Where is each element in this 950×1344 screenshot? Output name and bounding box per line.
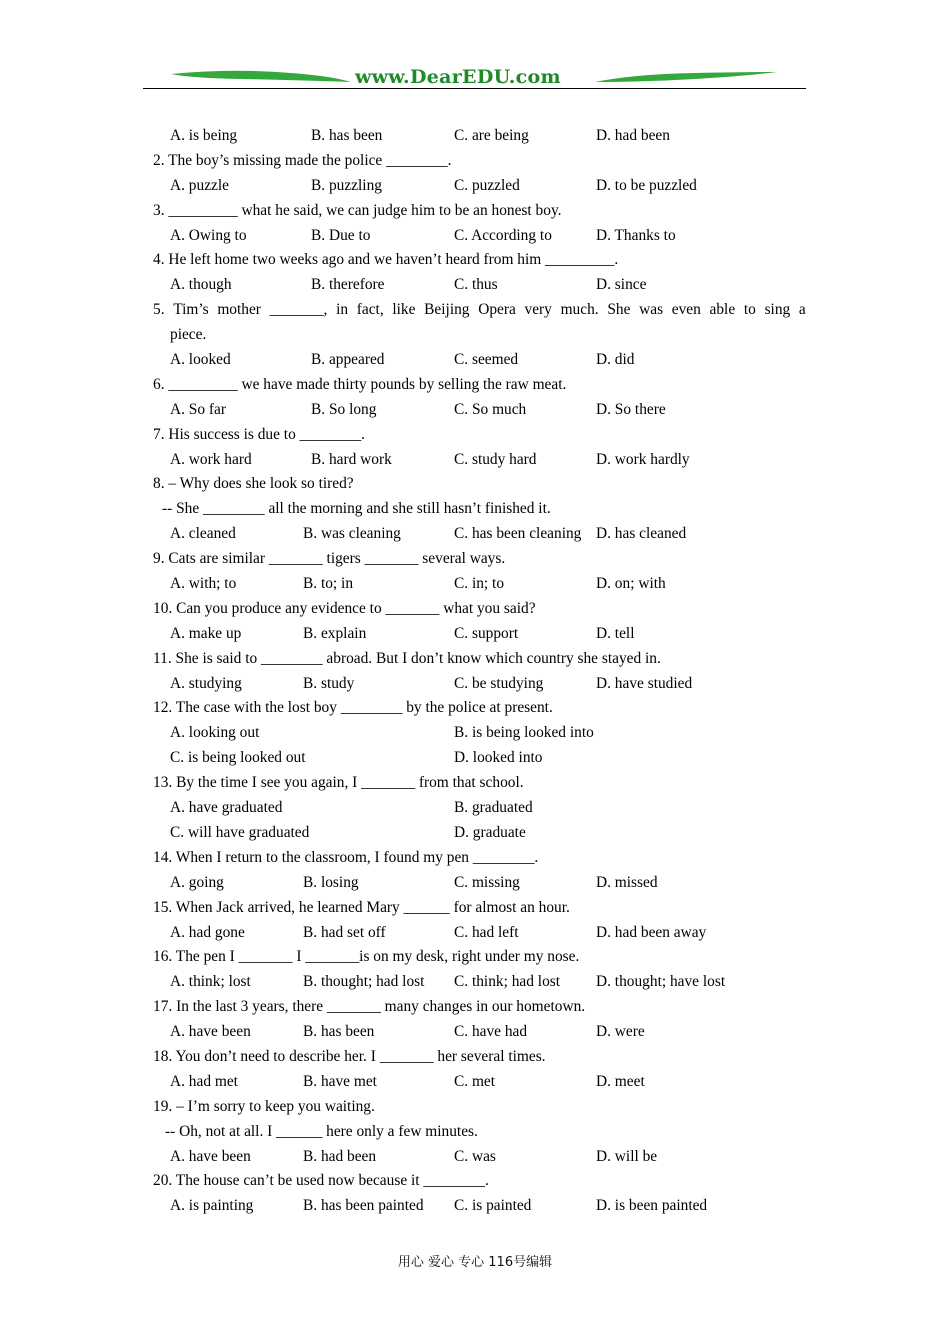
option-a: A. have been: [170, 1023, 251, 1041]
header-rule: [143, 88, 806, 89]
option-d: D. were: [596, 1023, 645, 1041]
question-5-word: mother: [217, 301, 261, 319]
question-5-word: to: [743, 301, 756, 319]
question-15: 15. When Jack arrived, he learned Mary ______ for almost an hour.: [153, 898, 570, 916]
options-row-13a: [0, 796, 950, 821]
question-20: 20. The house can’t be used now because it ________.: [153, 1172, 489, 1190]
option-a: A. have graduated: [170, 799, 283, 817]
option-c: C. According to: [454, 226, 552, 244]
option-a: A. is painting: [170, 1197, 254, 1215]
site-logo-text: www.DearEDU.com: [355, 66, 561, 88]
options-row-4: [0, 273, 950, 298]
option-d: D. Thanks to: [596, 226, 676, 244]
option-a: A. though: [170, 276, 232, 294]
options-row-13b: [0, 821, 950, 846]
options-row-16: [0, 970, 950, 995]
option-c: C. is being looked out: [170, 749, 306, 767]
option-b: B. So long: [311, 400, 377, 418]
option-d: D. will be: [596, 1147, 658, 1165]
option-d: D. So there: [596, 400, 666, 418]
question-3: 3. _________ what he said, we can judge him to be an honest boy.: [153, 201, 562, 219]
option-a: A. looking out: [170, 724, 260, 742]
option-d: D. had been away: [596, 923, 707, 941]
option-d: D. missed: [596, 873, 658, 891]
question-2: 2. The boy’s missing made the police ________.: [153, 151, 452, 169]
options-row-2: [0, 174, 950, 199]
option-d: D. tell: [596, 624, 635, 642]
option-b: B. to; in: [303, 575, 354, 593]
option-b: B. graduated: [454, 799, 533, 817]
question-5-word: sing: [764, 301, 791, 319]
question-5-word: like: [392, 301, 416, 319]
options-row-1: [0, 124, 950, 149]
question-19: 19. – I’m sorry to keep you waiting.: [153, 1097, 375, 1115]
option-a: A. looked: [170, 351, 231, 369]
options-row-5: [0, 348, 950, 373]
question-17: 17. In the last 3 years, there _______ many changes in our hometown.: [153, 998, 586, 1016]
option-b: B. had been: [303, 1147, 377, 1165]
option-c: C. puzzled: [454, 176, 520, 194]
question-5-word: was: [639, 301, 664, 319]
question-7: 7. His success is due to ________.: [153, 425, 366, 443]
option-b: B. is being looked into: [454, 724, 594, 742]
option-a: A. had gone: [170, 923, 245, 941]
option-a: A. work hard: [170, 450, 252, 468]
question-19-reply: -- Oh, not at all. I ______ here only a few minutes.: [165, 1122, 478, 1140]
option-d: D. meet: [596, 1072, 645, 1090]
option-d: D. has cleaned: [596, 525, 687, 543]
option-b: B. appeared: [311, 351, 385, 369]
option-c: C. missing: [454, 873, 520, 891]
option-a: A. cleaned: [170, 525, 236, 543]
question-5-word: very: [524, 301, 552, 319]
options-row-6: [0, 398, 950, 423]
option-d: D. thought; have lost: [596, 973, 726, 991]
option-c: C. in; to: [454, 575, 505, 593]
question-8-reply: -- She ________ all the morning and she still hasn’t finished it.: [162, 500, 551, 518]
question-18: 18. You don’t need to describe her. I _______ her several times.: [153, 1047, 546, 1065]
option-c: C. have had: [454, 1023, 528, 1041]
options-row-14: [0, 871, 950, 896]
question-5-word: fact,: [356, 301, 384, 319]
option-a: A. studying: [170, 674, 242, 692]
option-b: B. hard work: [311, 450, 392, 468]
left-leaf-decoration: [171, 70, 351, 84]
option-c: C. are being: [454, 127, 529, 144]
option-a: A. Owing to: [170, 226, 247, 244]
options-row-15: [0, 921, 950, 946]
option-b: B. had set off: [303, 923, 386, 941]
question-11: 11. She is said to ________ abroad. But I don’t know which country she stayed in.: [153, 649, 661, 667]
question-5: [0, 298, 806, 323]
question-5-word: Opera: [478, 301, 516, 319]
options-row-19: [0, 1145, 950, 1170]
option-b: B. has been: [303, 1023, 375, 1041]
question-9: 9. Cats are similar _______ tigers _______ several ways.: [153, 550, 506, 568]
option-c: C. met: [454, 1072, 496, 1090]
question-4: 4. He left home two weeks ago and we haven’t heard from him _________.: [153, 251, 619, 269]
option-c: C. has been cleaning: [454, 525, 582, 543]
option-a: A. think; lost: [170, 973, 251, 991]
option-b: B. have met: [303, 1072, 377, 1090]
options-row-11: [0, 672, 950, 697]
question-5-continuation: piece.: [170, 326, 207, 344]
options-row-17: [0, 1020, 950, 1045]
option-d: D. had been: [596, 127, 670, 144]
option-d: D. on; with: [596, 575, 666, 593]
option-b: B. was cleaning: [303, 525, 401, 543]
option-a: A. had met: [170, 1072, 238, 1090]
question-5-word: a: [798, 301, 806, 319]
option-d: D. looked into: [454, 749, 543, 767]
option-b: B. thought; had lost: [303, 973, 425, 991]
options-row-20: [0, 1194, 950, 1219]
option-d: D. to be puzzled: [596, 176, 697, 194]
option-b: B. Due to: [311, 226, 371, 244]
page-header: [143, 62, 806, 92]
question-6: 6. _________ we have made thirty pounds by selling the raw meat.: [153, 375, 567, 393]
options-row-18: [0, 1070, 950, 1095]
question-14: 14. When I return to the classroom, I found my pen ________.: [153, 848, 539, 866]
option-d: D. graduate: [454, 823, 526, 841]
option-b: B. study: [303, 674, 355, 692]
option-b: B. has been: [311, 127, 383, 144]
option-c: C. is painted: [454, 1197, 532, 1215]
option-d: D. have studied: [596, 674, 693, 692]
question-8: 8. – Why does she look so tired?: [153, 475, 354, 493]
option-c: C. So much: [454, 400, 527, 418]
question-5-word: in: [336, 301, 349, 319]
option-c: C. seemed: [454, 351, 519, 369]
option-c: C. will have graduated: [170, 823, 310, 841]
option-c: C. think; had lost: [454, 973, 561, 991]
option-a: A. make up: [170, 624, 242, 642]
options-row-12a: [0, 721, 950, 746]
right-leaf-decoration: [595, 70, 777, 84]
options-row-8: [0, 522, 950, 547]
question-12: 12. The case with the lost boy ________ by the police at present.: [153, 699, 553, 717]
question-13: 13. By the time I see you again, I _______ from that school.: [153, 774, 524, 792]
question-5-word: able: [709, 301, 736, 319]
page-footer: 用心 爱心 专心 116号编辑: [397, 1255, 553, 1270]
question-5-word: _______,: [269, 301, 328, 319]
options-row-10: [0, 622, 950, 647]
question-5-word: much.: [560, 301, 599, 319]
option-c: C. was: [454, 1147, 496, 1165]
question-10: 10. Can you produce any evidence to _______ what you said?: [153, 599, 536, 617]
option-b: B. therefore: [311, 276, 385, 294]
option-c: C. study hard: [454, 450, 537, 468]
options-row-9: [0, 572, 950, 597]
option-a: A. with; to: [170, 575, 237, 593]
option-a: A. have been: [170, 1147, 251, 1165]
option-b: B. losing: [303, 873, 359, 891]
options-row-12b: [0, 746, 950, 771]
question-16: 16. The pen I _______ I _______is on my desk, right under my nose.: [153, 948, 580, 966]
option-a: A. is being: [170, 127, 238, 144]
option-a: A. puzzle: [170, 176, 229, 194]
option-c: C. support: [454, 624, 519, 642]
options-row-7: [0, 448, 950, 473]
options-row-3: [0, 224, 950, 249]
question-5-word: Tim’s: [173, 301, 209, 319]
exercise-content: [0, 124, 950, 1219]
option-d: D. work hardly: [596, 450, 690, 468]
question-5-word: She: [607, 301, 631, 319]
option-d: D. since: [596, 276, 647, 294]
option-b: B. has been painted: [303, 1197, 424, 1215]
option-b: B. explain: [303, 624, 367, 642]
option-a: A. going: [170, 873, 224, 891]
question-5-word: Beijing: [424, 301, 470, 319]
question-5-word: even: [671, 301, 701, 319]
option-b: B. puzzling: [311, 176, 382, 194]
option-a: A. So far: [170, 400, 226, 418]
option-c: C. thus: [454, 276, 498, 294]
option-c: C. be studying: [454, 674, 544, 692]
option-d: D. did: [596, 351, 635, 369]
question-5-word: 5.: [153, 301, 165, 319]
option-d: D. is been painted: [596, 1197, 708, 1215]
option-c: C. had left: [454, 923, 519, 941]
